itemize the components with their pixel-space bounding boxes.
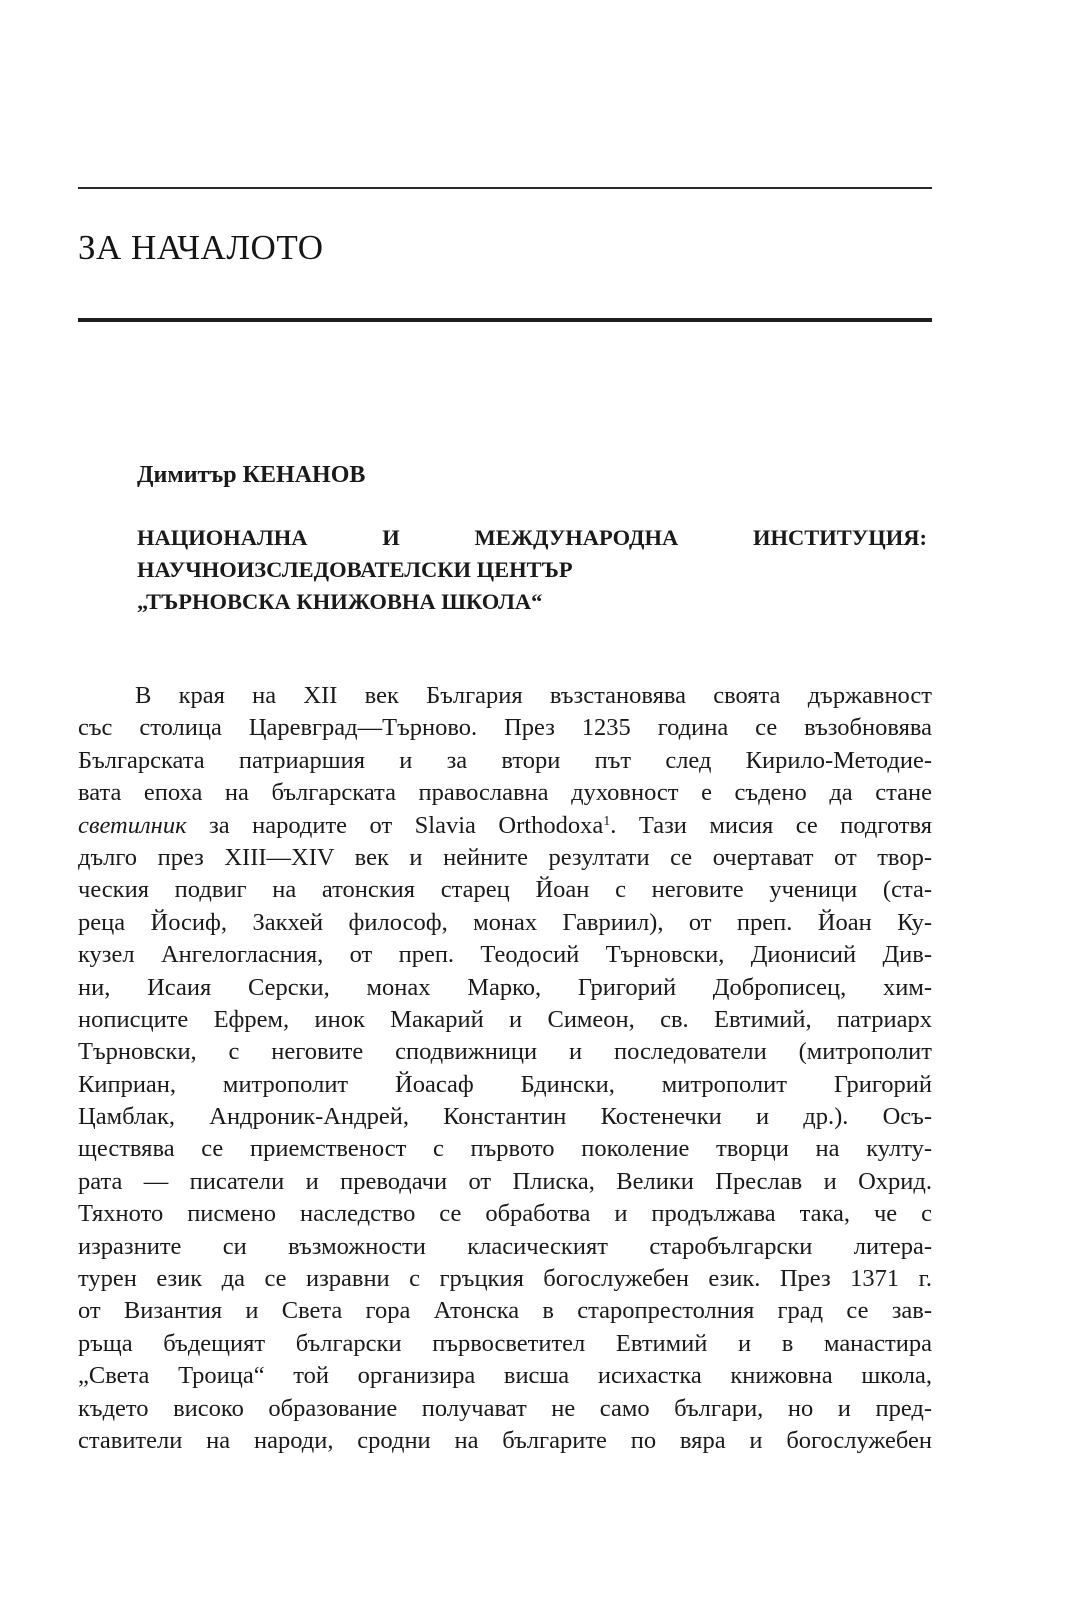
body-line-part: . Тази мисия се подготвя bbox=[610, 811, 932, 839]
article-author: Димитър КЕНАНОВ bbox=[137, 462, 366, 488]
article-title-line: НАУЧНОИЗСЛЕДОВАТЕЛСКИ ЦЕНТЪР bbox=[137, 557, 573, 582]
body-line: Търновски, с неговите сподвижници и последователи (митрополит bbox=[78, 1038, 932, 1066]
footnote-marker[interactable]: 1 bbox=[603, 813, 611, 829]
body-line: Киприан, митрополит Йоасаф Бдински, митрополит Григорий bbox=[78, 1070, 932, 1098]
body-line-part: за народите от Slavia Orthodoxa bbox=[186, 811, 604, 839]
bottom-rule bbox=[78, 318, 932, 322]
body-line: ръща бъдещият български първосветител Евтимий и в манастира bbox=[78, 1329, 932, 1357]
body-line: ческия подвиг на атонския старец Йоан с неговите ученици (ста- bbox=[78, 876, 932, 904]
body-line: реца Йосиф, Закхей философ, монах Гавриил), от преп. Йоан Ку- bbox=[78, 908, 932, 936]
body-line: кузел Ангелогласния, от преп. Теодосий Търновски, Дионисий Див- bbox=[78, 941, 932, 969]
body-line: от Византия и Света гора Атонска в старопрестолния град се зав- bbox=[78, 1297, 932, 1325]
body-line: турен език да се изравни с гръцкия богослужебен език. През 1371 г. bbox=[78, 1265, 932, 1293]
body-line: нописците Ефрем, инок Макарий и Симеон, св. Евтимий, патриарх bbox=[78, 1005, 932, 1033]
body-line: „Света Троица“ той организира висша исихастка книжовна школа, bbox=[78, 1362, 932, 1390]
body-line: ни, Исаия Серски, монах Марко, Григорий Доброписец, хим- bbox=[78, 973, 932, 1001]
article-title-line: „ТЪРНОВСКА КНИЖОВНА ШКОЛА“ bbox=[137, 589, 543, 614]
body-line: ставители на народи, сродни на българите по вяра и богослужебен bbox=[78, 1426, 932, 1454]
body-line: В края на XII век България възстановява своята държавност bbox=[135, 682, 932, 709]
body-text bbox=[78, 680, 932, 1457]
italic-term: светилник bbox=[78, 811, 187, 839]
body-line: ществява се приемственост с първото поколение творци на култу- bbox=[78, 1135, 932, 1163]
body-line bbox=[78, 810, 932, 842]
body-line: вата епоха на българската православна духовност е съдено да стане bbox=[78, 779, 932, 807]
body-line: Българската патриаршия и за втори път след Кирило-Методие- bbox=[78, 746, 932, 774]
top-rule bbox=[78, 187, 932, 189]
body-line: изразните си възможности класическият старобългарски литера- bbox=[78, 1232, 932, 1260]
article-title-line: НАЦИОНАЛНА И МЕЖДУНАРОДНА ИНСТИТУЦИЯ: bbox=[137, 525, 927, 550]
article-title bbox=[137, 522, 927, 618]
body-line: рата — писатели и преводачи от Плиска, Велики Преслав и Охрид. bbox=[78, 1167, 932, 1195]
body-line: Тяхното писмено наследство се обработва и продължава така, че с bbox=[78, 1200, 932, 1228]
body-line: дълго през XIII—XIV век и нейните резултати се очертават от твор- bbox=[78, 843, 932, 871]
body-line: със столица Царевград—Търново. През 1235 година се възобновява bbox=[78, 714, 932, 742]
section-title: ЗА НАЧАЛОТО bbox=[78, 228, 324, 267]
body-line: където високо образование получават не само българи, но и пред- bbox=[78, 1394, 932, 1422]
body-line: Цамблак, Андроник-Андрей, Константин Костенечки и др.). Осъ- bbox=[78, 1103, 932, 1131]
